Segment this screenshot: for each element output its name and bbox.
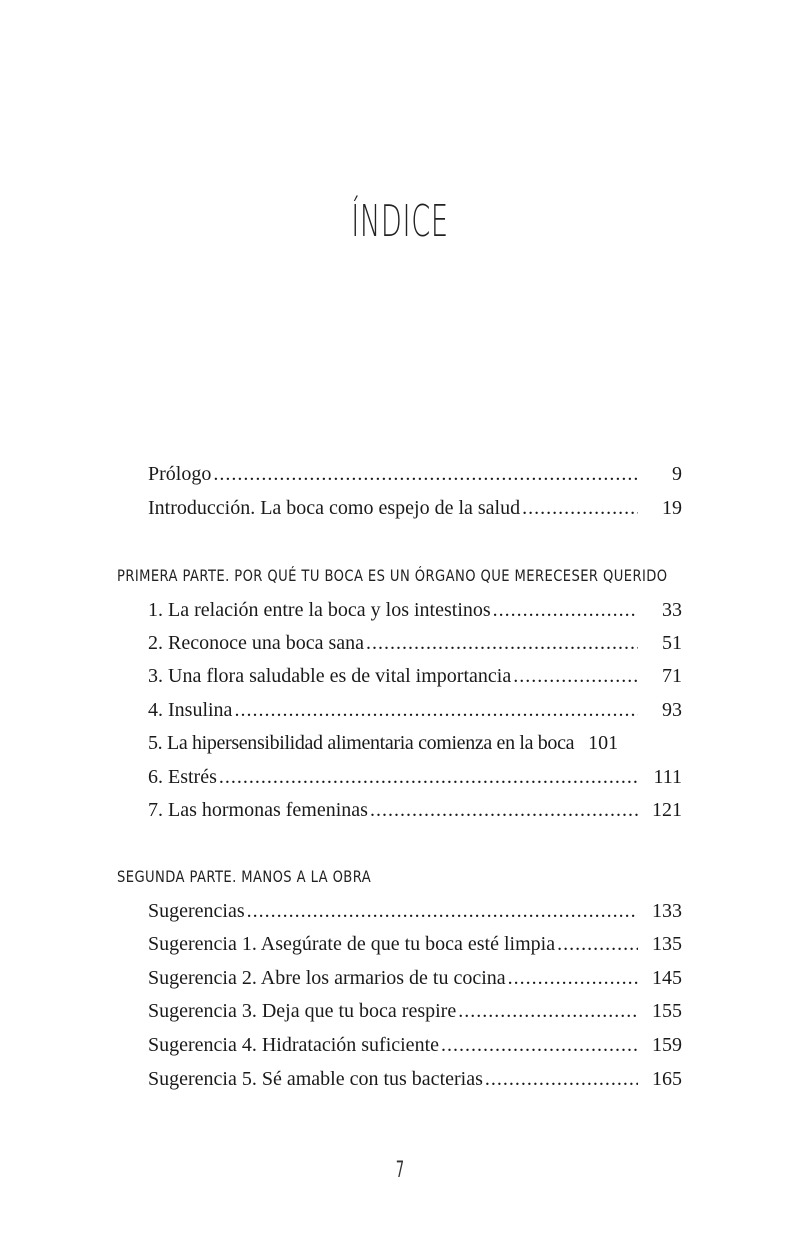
- toc-entry-label: 6. Estrés: [148, 766, 217, 788]
- page-number: 7: [395, 1158, 405, 1183]
- part-heading-segunda: SEGUNDA PARTE. MANOS A LA OBRA: [117, 867, 372, 886]
- dot-leader: [493, 595, 638, 625]
- toc-entry-page: 111: [653, 766, 682, 788]
- toc-entry-page: 165: [652, 1068, 682, 1090]
- page-title: ÍNDICE: [351, 196, 449, 247]
- toc-entry-label: 2. Reconoce una boca sana: [148, 632, 365, 654]
- dot-leader: [247, 896, 638, 926]
- toc-entry-page: 145: [652, 967, 682, 989]
- toc-entry-sugerencias[interactable]: [148, 896, 682, 926]
- toc-entry-chapter-2[interactable]: [148, 628, 682, 658]
- toc-entry-page: 33: [662, 599, 682, 621]
- toc-entry-chapter-5[interactable]: [148, 728, 682, 758]
- dot-leader: [234, 695, 638, 725]
- toc-entry-sugerencia-1[interactable]: [148, 929, 682, 959]
- toc-entry-page: 121: [652, 799, 682, 821]
- toc-entry-chapter-4[interactable]: [148, 695, 682, 725]
- toc-entry-page: 159: [652, 1034, 682, 1056]
- dot-leader: [366, 628, 638, 658]
- toc-entry-label: 1. La relación entre la boca y los intestinos: [148, 599, 491, 621]
- toc-entry-label: Sugerencia 5. Sé amable con tus bacterias: [148, 1068, 483, 1090]
- toc-entry-label: 4. Insulina: [148, 699, 233, 721]
- toc-entry-page: 133: [652, 900, 682, 922]
- dot-leader: [370, 795, 638, 825]
- toc-entry-chapter-1[interactable]: [148, 595, 682, 625]
- toc-entry-sugerencia-4[interactable]: [148, 1030, 682, 1060]
- toc-entry-label: Sugerencia 1. Asegúrate de que tu boca esté limpia: [148, 933, 556, 955]
- part-heading-primera: PRIMERA PARTE. POR QUÉ TU BOCA ES UN ÓRGANO QUE MERECESER QUERIDO: [117, 566, 668, 585]
- dot-leader: [513, 661, 638, 691]
- toc-entry-label: Sugerencias: [148, 900, 245, 922]
- toc-entry-sugerencia-5[interactable]: [148, 1064, 682, 1094]
- toc-entry-chapter-7[interactable]: [148, 795, 682, 825]
- dot-leader: [441, 1030, 638, 1060]
- toc-entry-label: Introducción. La boca como espejo de la salud: [148, 497, 521, 519]
- toc-entry-page: 19: [662, 497, 682, 519]
- toc-entry-page: 9: [672, 463, 682, 485]
- toc-entry-page: 93: [662, 699, 682, 721]
- toc-entry-prologo[interactable]: [148, 459, 682, 489]
- toc-entry-label: 5. La hipersensibilidad alimentaria comienza en la boca: [148, 732, 575, 754]
- dot-leader: [522, 493, 638, 523]
- toc-entry-chapter-3[interactable]: [148, 661, 682, 691]
- dot-leader: [219, 762, 638, 792]
- toc-entry-label: Sugerencia 3. Deja que tu boca respire: [148, 1000, 457, 1022]
- toc-entry-chapter-6[interactable]: [148, 762, 682, 792]
- toc-entry-label: 3. Una flora saludable es de vital importancia: [148, 665, 512, 687]
- dot-leader: [557, 929, 638, 959]
- toc-entry-label: Sugerencia 4. Hidratación suficiente: [148, 1034, 439, 1056]
- toc-entry-page: 135: [652, 933, 682, 955]
- toc-entry-label: Sugerencia 2. Abre los armarios de tu cocina: [148, 967, 506, 989]
- toc-entry-page: 155: [652, 1000, 682, 1022]
- toc-entry-introduccion[interactable]: [148, 493, 682, 523]
- dot-leader: [508, 963, 638, 993]
- toc-entry-label: 7. Las hormonas femeninas: [148, 799, 368, 821]
- toc-entry-sugerencia-3[interactable]: [148, 996, 682, 1026]
- toc-entry-page: 101: [588, 732, 619, 754]
- dot-leader: [458, 996, 638, 1026]
- toc-entry-page: 71: [662, 665, 682, 687]
- toc-entry-page: 51: [662, 632, 682, 654]
- dot-leader: [485, 1064, 638, 1094]
- toc-entry-label: Prólogo: [148, 463, 212, 485]
- dot-leader: [213, 459, 638, 489]
- toc-entry-sugerencia-2[interactable]: [148, 963, 682, 993]
